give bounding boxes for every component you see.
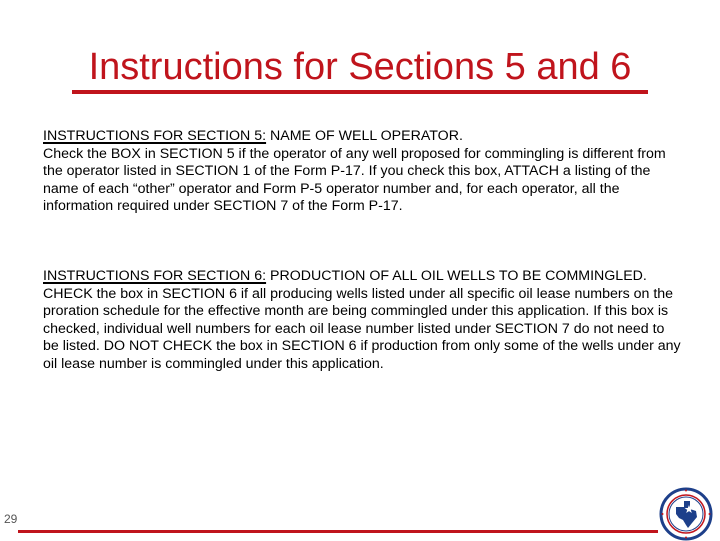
section-6-instructions xyxy=(43,268,683,374)
section-6-heading xyxy=(43,268,683,286)
page-number: 29 xyxy=(4,512,18,526)
slide-title: Instructions for Sections 5 and 6 xyxy=(88,46,632,88)
texas-seal-icon xyxy=(659,487,713,541)
footer-rule xyxy=(18,530,658,533)
section-6-heading-rest: PRODUCTION OF ALL OIL WELLS TO BE COMMINGLED. xyxy=(266,268,647,284)
section-5-heading xyxy=(43,128,683,146)
section-5-instructions xyxy=(43,128,683,216)
section-5-heading-rest: NAME OF WELL OPERATOR. xyxy=(266,128,463,144)
section-6-heading-lead: INSTRUCTIONS FOR SECTION 6: xyxy=(43,268,267,284)
title-underline xyxy=(72,90,648,94)
section-6-body: CHECK the box in SECTION 6 if all producing wells listed under all specific oil lease numbers on the proration schedule for the effective month are being commingled under this application. If this box is checked, individual well numbers for each oil lease number listed under SECTION 7 do not need to be listed. DO NOT CHECK the box in SECTION 6 if production from only some of the wells under any oil lease number is commingled under this application. xyxy=(43,285,681,372)
section-5-body: Check the BOX in SECTION 5 if the operator of any well proposed for commingling is different from the operator listed in SECTION 1 of the Form P-17. If you check this box, ATTACH a listing of the name of each “other” operator and Form P-5 operator number and, for each operator, all the information required under SECTION 7 of the Form P-17. xyxy=(43,145,666,215)
section-5-heading-lead: INSTRUCTIONS FOR SECTION 5: xyxy=(43,128,267,144)
